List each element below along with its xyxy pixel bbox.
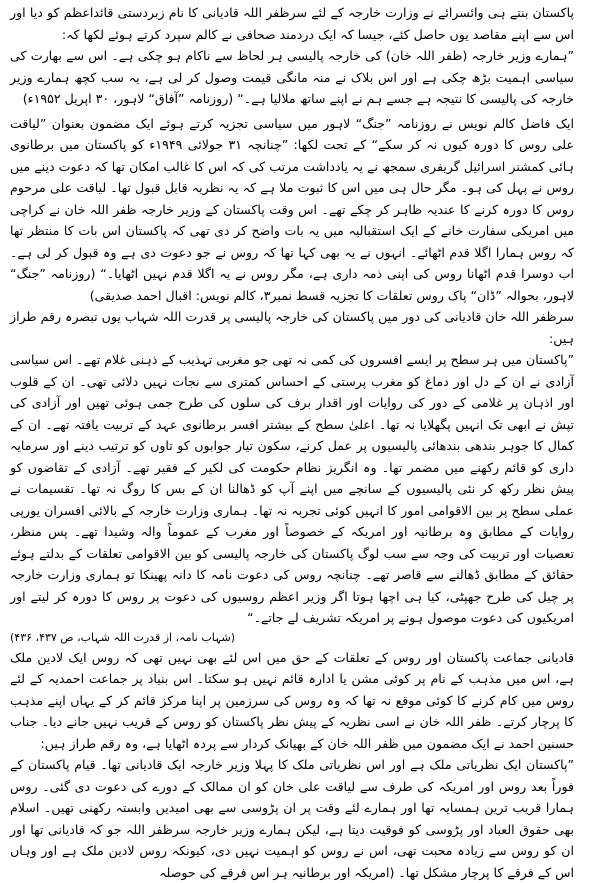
paragraph-qadiani-russia: قادیانی جماعت پاکستان اور روس کے تعلقات کے حق میں اس لئے بھی نہیں تھی کہ روس ایک لادین ملک ہے، اس میں مذہب کے نام پر کوئی مشن یا ادارہ قائم نہیں ہو سکتا۔ اس بنیاد پر جماعت احمدیہ کے لئے روس میں کام کرنے کا کوئی موقع نہ تھا کہ وہ روس کی سرزمین پر اپنا مرکز قائم کر کے یہاں اپنے مذہب کا پرچار کرتے۔ ظفر اللہ خان نے اسی نظریہ کے پیش نظر پاکستان کو روس کے قریب نہیں جانے دیا۔ جناب حسنین احمد نے ایک مضمون میں ظفر اللہ خان کے بھیانک کردار سے پردہ اٹھایا ہے، وہ رقم طراز ہیں: xyxy=(10,649,575,751)
paragraph-jang-column: ایک فاضل کالم نویس نے روزنامہ ”جنگ“ لاہور میں سیاسی تجزیہ کرتے ہوئے ایک مضمون بعنوان ”لیاقت علی روس کا دورہ کیوں نہ کر سکے“ کے تحت لکھا: ”چنانچہ ۳۱ جولائی ۱۹۴۹ء کو پاکستان میں برطانوی ہائی کمشنر اسرائیل گریفری سمجھ نے یہ یادداشت مرتب کی کہ اس کا غالب امکان تھا کہ دعوت دینے میں روس نے پہل کی ہو۔ مگر حال ہی میں اس کا ثبوت ملا ہے کہ یہ نظریہ قابل قبول تھا۔ لیاقت علی مرحوم روس کا دورہ کرنے کا عندیہ ظاہر کر چکے تھے۔ اس وقت پاکستان کے وزیر خارجہ ظفر اللہ خان نے کراچی میں امریکی سفارت خانے کے ایک استقبالیہ میں یہ بات واضح کر دی تھی کہ پاکستان اس بات کا منتظر تھا کہ روس ہمارا اگلا قدم اٹھائے۔ انہوں نے یہ بھی کہا تھا کہ روس نے جو دعوت دی ہے وہ قبول کر لی ہے۔ اب دوسرا قدم اٹھانا روس کی اپنی ذمہ داری ہے، مگر روس نے یہ اگلا قدم نہیں اٹھایا۔“ (روزنامہ ”جنگ“ لاہور، بحوالہ ”ڈان“ پاک روس تعلقات کا تجزیہ قسط نمبر۳، کالم نویس: اقبال احمد صدیقی) xyxy=(10,115,574,303)
paragraph-intro: پاکستان بنتے ہی وائسرائے نے وزارت خارجہ کے لئے سرظفر اللہ قادیانی کا نام زبردستی قائداعظم کو دیا اور اس سے اپنے مقاصد یوں حاصل کئے، جیسا کہ ایک دردمند صحافی نے کالم سپرد کرتے ہوئے لکھا کہ: xyxy=(10,5,574,42)
reference-shahab-nama: (شہاب نامہ، از قدرت اللہ شہاب، ص ۴۳۷، ۴۳۶) xyxy=(10,630,236,644)
quote-aafaq: ”ہمارے وزیر خارجہ (ظفر اللہ خان) کی خارجہ پالیسی ہر لحاظ سے ناکام ہو چکی ہے۔ اس سے بھارت کی سیاسی اہمیت بڑھ چکی ہے اور اس بلاک نے منہ مانگی قیمت وصول کر لی ہے، یہ سب کچھ ہمارے وزیر خارجہ کی پالیسی کا نتیجہ ہے جسے ہم نے اپنے ساتھ ملالیا ہے۔“ (روزنامہ ”آفاق“ لاہور، ۳۰ اپریل ۱۹۵۲ء) xyxy=(10,48,574,106)
quote-hasnain: ”پاکستان ایک نظریاتی ملک ہے اور اس نظریاتی ملک کا پہلا وزیر خارجہ ایک قادیانی تھا۔ قیام پاکستان کے فوراً بعد روس اور امریکہ کی طرف سے لیاقت علی خان کو ان ممالک کے دورے کی دعوت دی گئی۔ روس ہمارا قریب ترین ہمسایہ تھا اور ہمارے لئے وقت پر ان پڑوسی سے بھی امیدیں وابستہ رکھنی تھیں۔ اسلام بھی حقوق العباد اور پڑوسی کو فوقیت دیتا ہے، لیکن ہمارے وزیر خارجہ سرظفر اللہ جو کہ قادیانی تھا اور ان کو روس سے زیادہ محبت تھی، اس نے روس کو اہمیت نہیں دی، کیونکہ روس لادین ملک ہے اور وہاں اس کے فرقے کا پرچار مشکل تھا۔ (امریکہ اور برطانیہ ہر اس فرقے کی حوصلہ xyxy=(10,757,574,880)
paragraph-shahab-intro: سرظفر اللہ خان قادیانی کی دور میں پاکستان کی خارجہ پالیسی پر قدرت اللہ شہاب یوں تبصرہ رقم طراز ہیں: xyxy=(10,309,574,346)
quote-shahab: ”پاکستان میں ہر سطح پر ایسے افسروں کی کمی نہ تھی جو مغربی تہذیب کے ذہنی غلام تھے۔ اس سیاسی آزادی نے ان کے دل اور دماغ کو مغرب پرستی کے احساس کمتری سے نجات نہیں دلائی تھی۔ ان کے قلوب اور اذہان پر غلامی کے دور کی روایات اور اقدار برف کی سلوں کی طرح جمی ہوئی تھیں اور آزادی کی تپش نے ابھی تک انہیں پگھلایا نہ تھا۔ اعلیٰ سطح کے بیشتر افسر برطانوی عہد کے تربیت یافتہ تھے۔ ان کے کمال کا جوہر بندھی بندھائی پالیسیوں پر عمل کرنے، سکون تیار جوابوں کو تاوں کو ترتیب دینے اور سرمایہ داری کو قائم رکھنے میں مضمر تھا۔ وہ انگریز نظام حکومت کی لکیر کے فقیر تھے۔ آزادی کے تقاضوں کو پیش نظر رکھ کر نئی پالیسیوں کے سانچے میں اپنے آپ کو ڈھالنا ان کے بس کا روگ نہ تھا۔ تقسیمات نے عملی سطح پر بین الاقوامی امور کا انہیں کوئی تجربہ نہ تھا۔ ہماری وزارت خارجہ کے بالائی افسران یورپی روایات کے مطابق وہ برطانیہ اور امریکہ کے خصوصاً اور مغرب کے عموماً والہ وشیدا تھے۔ پس منظر، تعصبات اور تربیت کی وجہ سے سب لوگ پاکستان کی خارجہ پالیسی کو بین الاقوامی تعلقات کے بدلتے ہوئے حقائق کے مطابق ڈھالنے سے قاصر تھے۔ چنانچہ روس کی دعوت نامہ کا دانہ پھینکا تو ہماری وزارت خارجہ پر چیل کی طرح جھپٹی، کیا ہی اچھا ہوتا اگر وزیر اعظم روسیوں کی دعوت پر روس کا دورہ کر لیتے اور امریکیوں کی دعوت موصول ہونے پر امریکہ تشریف لے جاتے۔“ xyxy=(10,352,574,625)
